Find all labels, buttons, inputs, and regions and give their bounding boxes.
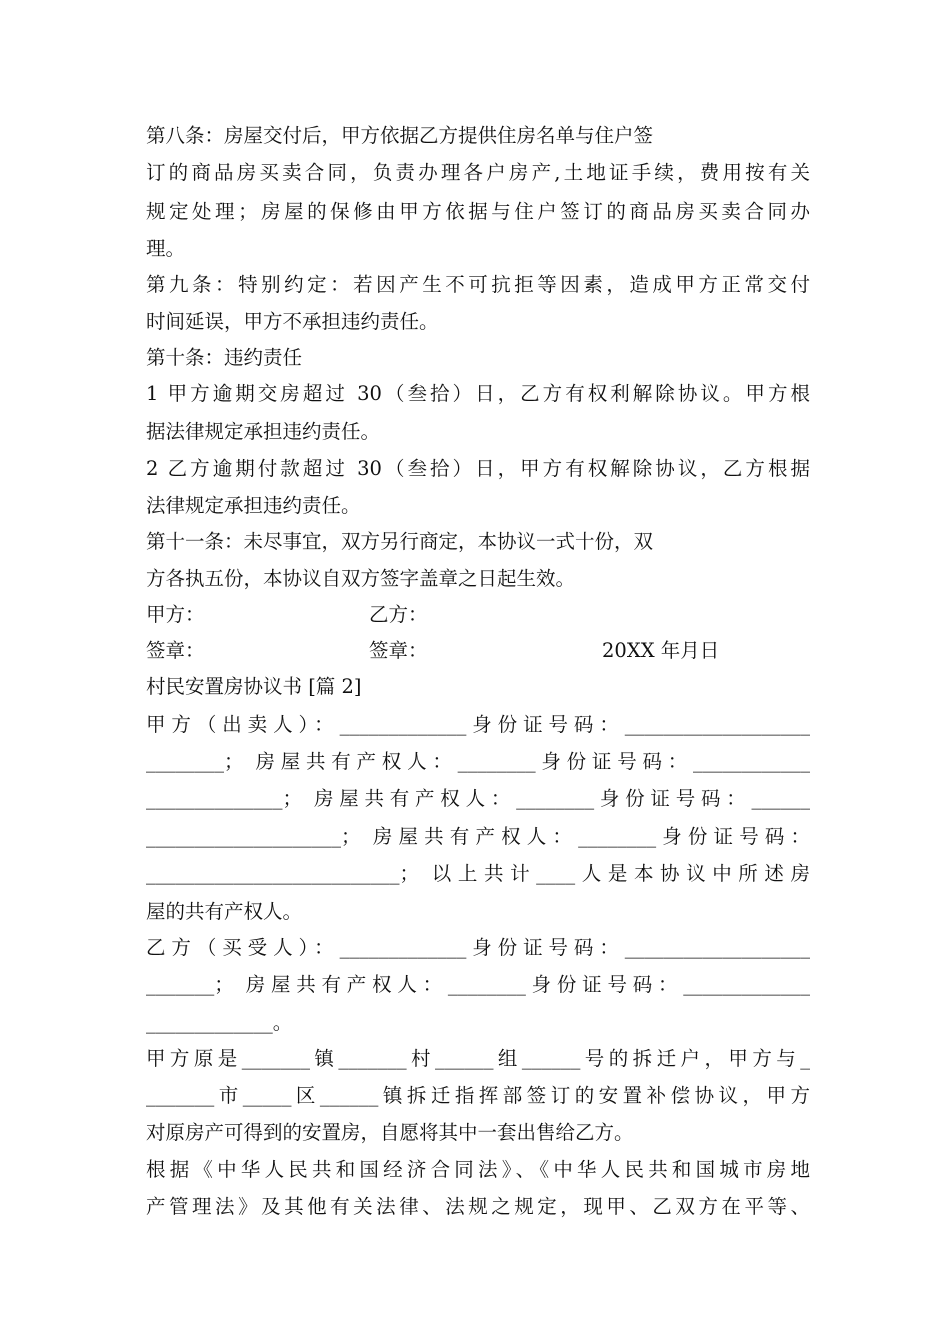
origin-line-3: 对原房产可得到的安置房，自愿将其中一套出售给乙方。 xyxy=(146,1121,634,1144)
party-b-label: 乙方： xyxy=(369,603,428,626)
clause-9-line-2: 时间延误，甲方不承担违约责任。 xyxy=(146,310,439,333)
basis-line-1: 根据《中华人民共和国经济合同法》、《中华人民共和国城市房地 xyxy=(146,1158,810,1181)
party-a-label: 甲方： xyxy=(146,603,205,626)
buyer-line-3: _____________。 xyxy=(146,1011,293,1034)
clause-11-line-1: 第十一条：未尽事宜，双方另行商定，本协议一式十份，双 xyxy=(146,530,654,553)
signature-row-parties xyxy=(146,596,810,633)
basis-line-2: 产管理法》及其他有关法律、法规之规定，现甲、乙双方在平等、 xyxy=(146,1195,810,1218)
clause-10-item-1-line-1: 1 甲方逾期交房超过 30（叁拾）日，乙方有权利解除协议。甲方根 xyxy=(146,382,810,405)
clause-8-line-2: 订的商品房买卖合同，负责办理各户房产,土地证手续，费用按有关 xyxy=(146,161,810,184)
seal-b-label: 签章： xyxy=(369,639,428,662)
clause-8-line-1: 第八条：房屋交付后，甲方依据乙方提供住房名单与住户签 xyxy=(146,124,654,147)
clause-11-line-2: 方各执五份，本协议自双方签字盖章之日起生效。 xyxy=(146,567,576,590)
clause-10-item-2-line-2: 法律规定承担违约责任。 xyxy=(146,494,361,517)
clause-9-line-1: 第九条：特别约定：若因产生不可抗拒等因素，造成甲方正常交付 xyxy=(146,273,810,296)
buyer-line-2: _______； 房屋共有产权人：________身份证号码：_____________ xyxy=(146,973,810,996)
seller-line-3: ______________； 房屋共有产权人：________身份证号码：______ xyxy=(146,787,810,810)
date-label: 20XX 年月日 xyxy=(602,639,720,662)
signature-row-seals xyxy=(146,632,810,669)
clause-8-line-3: 规定处理；房屋的保修由甲方依据与住户签订的商品房买卖合同办 xyxy=(146,200,810,223)
seller-line-1: 甲方（出卖人）：_____________身份证号码：___________________ xyxy=(146,713,810,736)
origin-line-2: _______市_____区______镇拆迁指挥部签订的安置补偿协议，甲方 xyxy=(146,1084,810,1107)
section-2-title: 村民安置房协议书 [篇 2] xyxy=(146,675,362,698)
seller-line-6: 屋的共有产权人。 xyxy=(146,900,303,923)
clause-10-item-1-line-2: 据法律规定承担违约责任。 xyxy=(146,420,381,443)
seal-a-label: 签章： xyxy=(146,639,205,662)
seller-line-4: ____________________； 房屋共有产权人：________身份证号码： xyxy=(146,825,810,848)
clause-10-heading: 第十条：违约责任 xyxy=(146,346,303,369)
clause-10-item-2-line-1: 2 乙方逾期付款超过 30（叁拾）日，甲方有权解除协议，乙方根据 xyxy=(146,457,810,480)
seller-line-5: __________________________； 以上共计____人是本协议中所述房 xyxy=(146,862,810,885)
clause-8-line-4: 理。 xyxy=(146,237,186,260)
origin-line-1: 甲方原是_______镇_______村______组______号的拆迁户，甲方与_ xyxy=(146,1047,810,1070)
buyer-line-1: 乙方（买受人）：_____________身份证号码：___________________ xyxy=(146,936,810,959)
seller-line-2: ________； 房屋共有产权人：________身份证号码：____________ xyxy=(146,750,810,773)
